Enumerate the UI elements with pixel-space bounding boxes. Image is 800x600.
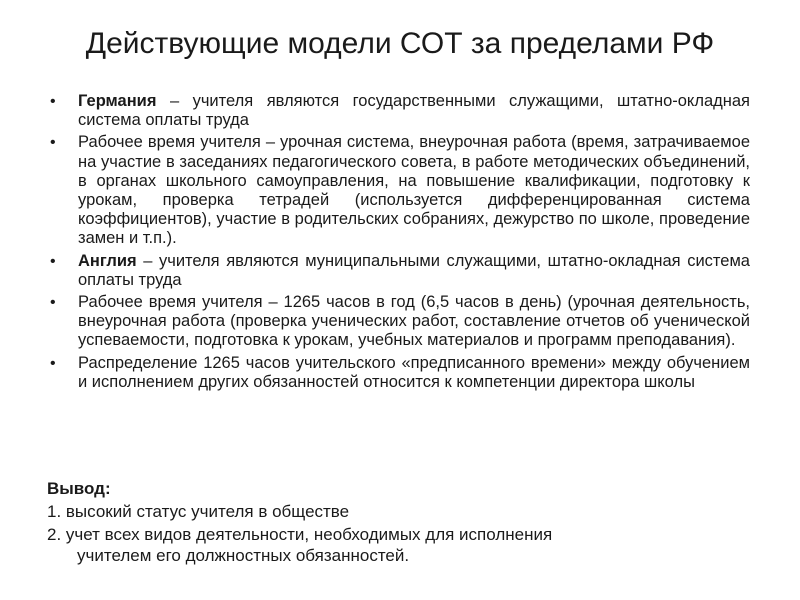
- conclusion-item-2-line2: учителем его должностных обязанностей.: [77, 546, 410, 565]
- bullet-dot-icon: •: [50, 294, 56, 312]
- bullet-item-distribution: [50, 353, 750, 392]
- bullet-item-germany-hours: [50, 133, 750, 248]
- bullet-dot-icon: •: [50, 93, 56, 110]
- bullet-item-england-hours: [50, 293, 750, 351]
- bullet-dot-icon: •: [50, 134, 56, 152]
- bullet-text: Распределение 1265 часов учительского «предписанного времени» между обучением и исполнением других обязанностей относится к компетенции директора школы: [78, 353, 750, 391]
- conclusion-item-1: 1. высокий статус учителя в обществе: [47, 502, 350, 521]
- conclusion-title: Вывод:: [47, 479, 111, 498]
- bullet-item-germany: [50, 92, 750, 130]
- bullet-bold: Англия: [78, 251, 137, 270]
- bullet-text: – учителя являются муниципальными служащими, штатно-окладная система оплаты труда: [78, 251, 750, 289]
- conclusion-item-2-line1: 2. учет всех видов деятельности, необходимых для исполнения: [47, 525, 553, 544]
- conclusion-item-2: [47, 524, 757, 566]
- page-title: Действующие модели СОТ за пределами РФ: [85, 27, 715, 60]
- bullet-bold: Германия: [78, 92, 157, 110]
- bullet-text: Рабочее время учителя – урочная система, внеурочная работа (время, затрачиваемое на участие в заседаниях педагогического совета, в работе методических объединений, в органах школьного самоуправления, на повышение квалификации, подготовку к урокам, проверка тетрадей (используется дифференцированная система коэффициентов), участие в родительских собраниях, дежурство по школе, проведение замен и т.п.).: [78, 133, 750, 248]
- bullet-text: – учителя являются государственными служащими, штатно-окладная система оплаты труда: [78, 92, 750, 130]
- bullet-list: [50, 92, 750, 395]
- bullet-dot-icon: •: [50, 252, 56, 270]
- bullet-text: Рабочее время учителя – 1265 часов в год (6,5 часов в день) (урочная деятельность, внеурочная работа (проверка ученических работ, составление отчетов об ученической успеваемости, подготовка к урокам, учебных материалов и программ преподавания).: [78, 293, 750, 350]
- conclusion-block: [47, 478, 757, 568]
- bullet-item-england: [50, 251, 750, 290]
- bullet-dot-icon: •: [50, 354, 56, 372]
